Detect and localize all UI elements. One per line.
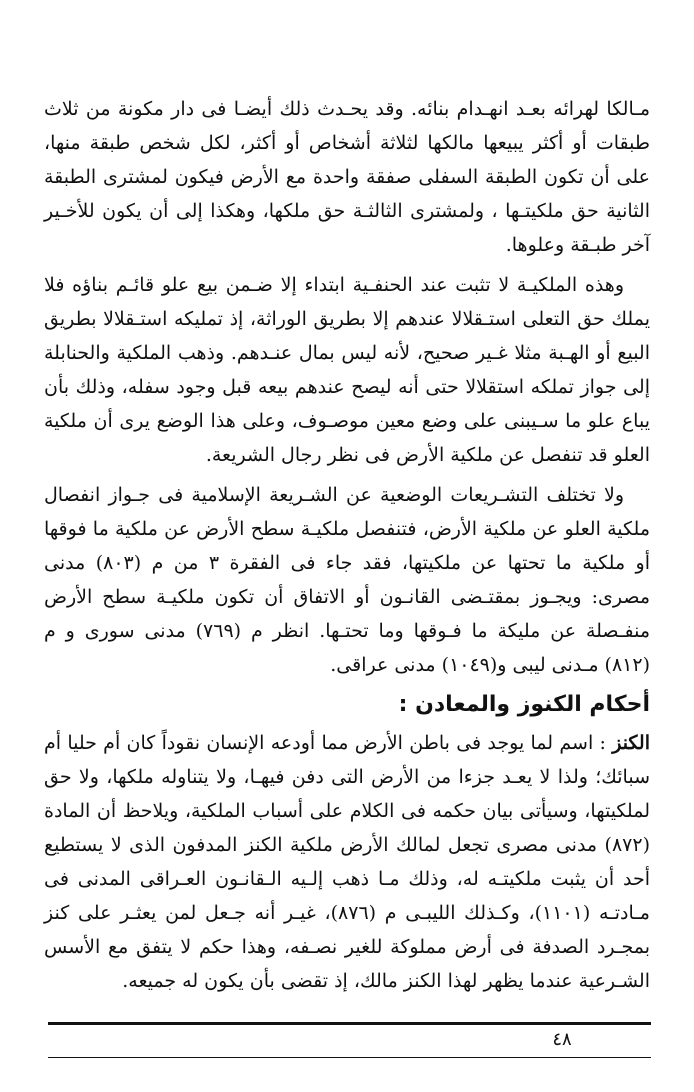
section-heading: أحكام الكنوز والمعادن : — [398, 692, 650, 717]
term-kanz: الكنز — [612, 732, 650, 754]
page-number: ٤٨ — [552, 1029, 572, 1050]
paragraph-2: وهذه الملكيـة لا تثبت عند الحنفـية ابتداء إلا ضـمن بيع علو قائـم بناؤه فلا يملك حق التعلى استـقلالا عندهم إلا بطريق الوراثة، إذ تمليكه استـقلالا بطريق البيع أو الهـبة مثلا غـير صحيح، لأنه ليس بمال عنـدهم. وذهب الملكية والحنابلة إلى جواز تملكه استقلالا حتى أنه ليصح عندهم بيعه قبل وجود سفله، وذلك بأن يباع علو ما سـيبنى على وضع معين موصـوف، وعلى هذا الوضع يرى أن ملكية العلو قد تنفصل عن ملكية الأرض فى نظر رجال الشريعة. — [44, 274, 650, 466]
footer-rule-thick — [48, 1022, 651, 1025]
page-content — [44, 92, 650, 1004]
footer-rule-thin — [48, 1057, 651, 1058]
paragraph-3: ولا تختلف التشـريعات الوضعية عن الشـريعة الإسلامية فى جـواز انفصال ملكية العلو عن ملكية الأرض، فتنفصل ملكيـة سطح الأرض عن ملكية ما فوقها أو ملكية ما تحتها عن ملكيتها، فقد جاء فى الفقرة ٣ من م (٨٠٣) مدنى مصرى: ويجـوز بمقتـضى القانـون أو الاتفاق أن تكون ملكيـة سطح الأرض منفـصلة عن مليكة ما فـوقها وما تحتـها. انظر م (٧٦٩) مدنى سورى و م (٨١٢) مـدنى ليبى و(١٠٤٩) مدنى عراقى. — [44, 484, 651, 676]
kanz-text: : اسم لما يوجد فى باطن الأرض مما أودعه الإنسان نقوداً كان أم حليا أم سبائك؛ ولذا لا يعـد جزءا من الأرض التى دفن فيهـا، ولا يتناوله ملكها، ولا حق لملكيتها، وسيأتى بيان حكمه فى الكلام على أسباب الملكية، ويلاحظ أن المادة (٨٧٢) مدنى مصرى تجعل لمالك الأرض ملكية الكنز المدفون الذى لا يستطيع أحد أن يثبت ملكيتـه له، وذلك مـا ذهب إلـيه الـقانـون العـراقى المدنى فى مـادتـه (١١٠١)، وكـذلك الليبـى م (٨٧٦)، غيـر أنه جـعل لمن يعثـر على كنز بمجـرد الصدفة فى أرض مملوكة للغير نصـفه، وهذا حكم لا يتفق مع الأسس الشـرعية عندما يظهر لهذا الكنز مالك، إذ تقضى بأن يكون له جميعه. — [44, 732, 650, 992]
paragraph-kanz — [44, 726, 650, 998]
paragraph-1: مـالكا لهرائه بعـد انهـدام بنائه. وقد يحـدث ذلك أيضـا فى دار مكونة من ثلاث طبقات أو أكثر يبيعها مالكها لثلاثة أشخاص أو أكثر، لكل شخص طبقة منها، على أن تكون الطبقة السفلى صفقة واحدة مع الأرض فيكون لمشترى الطبقة الثانية حق ملكيتـها ، ولمشترى الثالثـة حق ملكها، وهكذا إلى أن يكون للأخـير آخر طبـقة وعلوها. — [44, 98, 650, 256]
